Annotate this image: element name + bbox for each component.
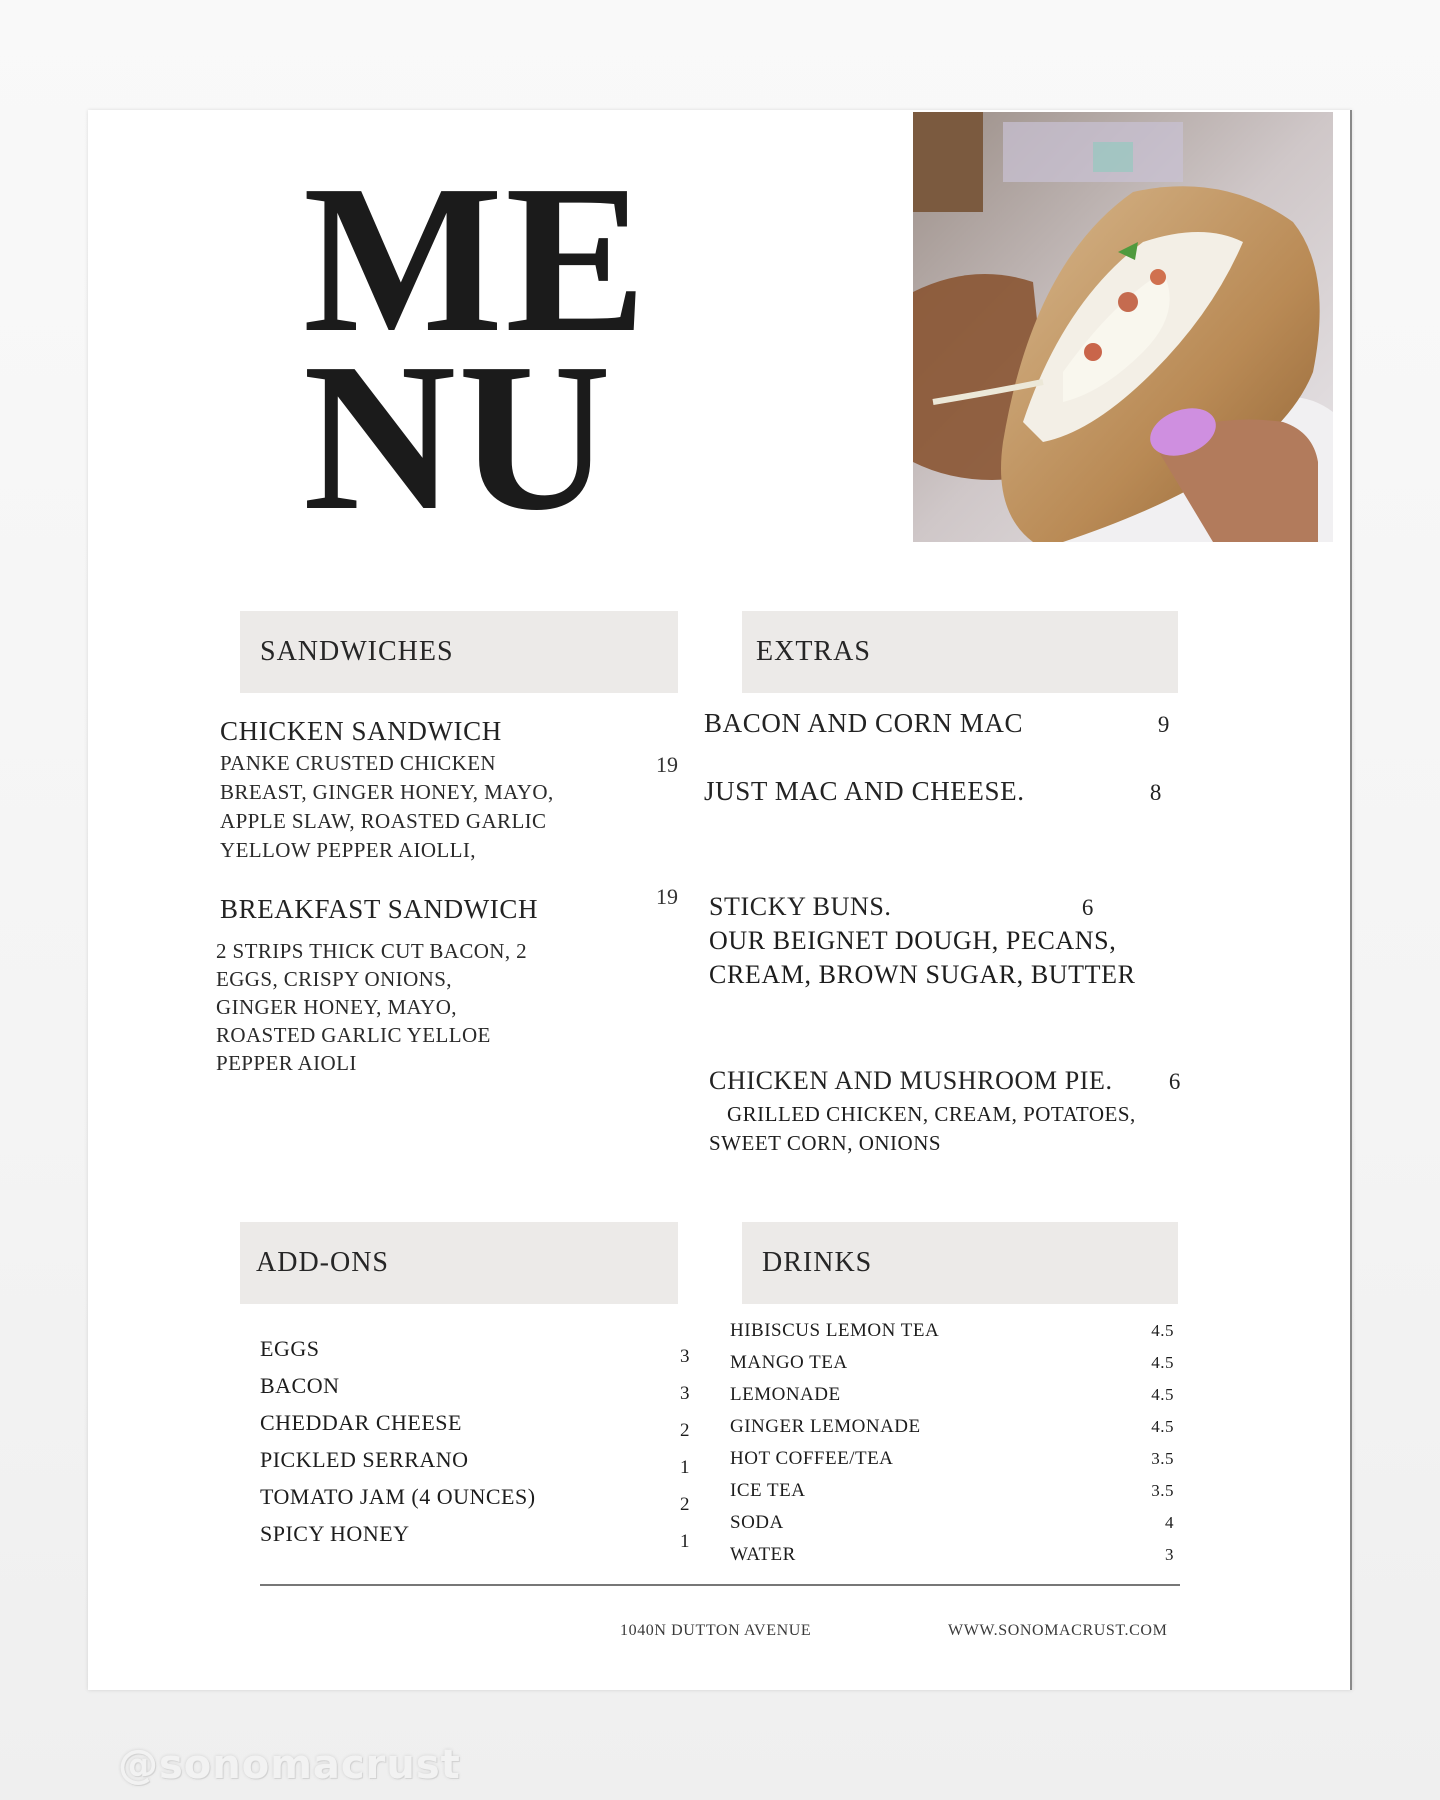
breakfast-sandwich	[216, 894, 690, 1077]
menu-title	[303, 141, 683, 555]
item-price: 4.5	[1151, 1385, 1174, 1404]
drinks-list	[730, 1320, 1174, 1576]
list-item	[730, 1480, 1174, 1512]
list-item	[260, 1373, 690, 1410]
item-name: WATER	[730, 1544, 796, 1565]
item-name: BACON AND CORN MAC	[704, 708, 1024, 738]
footer-divider	[260, 1584, 1180, 1586]
item-name: MANGO TEA	[730, 1352, 848, 1373]
item-price: 3	[1165, 1545, 1174, 1564]
desc-line: GRILLED CHICKEN, CREAM, POTATOES,	[727, 1102, 1136, 1126]
addons-header-label: ADD-ONS	[256, 1247, 389, 1278]
breakfast-sandwich-desc	[216, 937, 690, 1077]
item-price: 3.5	[1151, 1449, 1174, 1468]
list-item	[260, 1410, 690, 1447]
sticky-buns-desc	[709, 924, 1176, 992]
chicken-sandwich-name: CHICKEN SANDWICH	[220, 716, 502, 746]
desc-line: APPLE SLAW, ROASTED GARLIC	[220, 809, 547, 833]
item-price: 9	[1157, 712, 1170, 737]
list-item	[730, 1320, 1174, 1352]
desc-line: YELLOW PEPPER AIOLLI,	[220, 838, 476, 862]
desc-line: GINGER HONEY, MAYO,	[216, 995, 457, 1019]
item-price: 3	[680, 1346, 690, 1367]
item-price: 6	[1168, 1069, 1181, 1094]
extras-item-sticky-buns	[709, 892, 1176, 992]
item-price: 6	[1081, 895, 1094, 920]
list-item	[260, 1484, 690, 1521]
chicken-sandwich-price: 19	[656, 752, 678, 777]
desc-line: CREAM, BROWN SUGAR, BUTTER	[709, 960, 1136, 989]
addons-header	[240, 1222, 678, 1304]
list-item	[260, 1521, 690, 1558]
item-name: HOT COFFEE/TEA	[730, 1448, 894, 1469]
desc-line: ROASTED GARLIC YELLOE	[216, 1023, 491, 1047]
item-name: TOMATO JAM (4 OUNCES)	[260, 1484, 536, 1509]
item-name: BACON	[260, 1373, 340, 1398]
extras-item-chicken-pie	[709, 1066, 1181, 1158]
item-name: CHEDDAR CHEESE	[260, 1410, 462, 1435]
item-name: HIBISCUS LEMON TEA	[730, 1320, 940, 1341]
menu-title-line-2: NU	[303, 319, 614, 555]
item-name: ICE TEA	[730, 1480, 806, 1501]
chicken-sandwich-desc	[220, 749, 690, 865]
desc-line: 2 STRIPS THICK CUT BACON, 2	[216, 939, 528, 963]
list-item	[730, 1352, 1174, 1384]
item-price: 2	[680, 1494, 690, 1515]
item-price: 4.5	[1151, 1321, 1174, 1340]
addons-list	[260, 1336, 690, 1558]
list-item	[730, 1448, 1174, 1480]
item-name: STICKY BUNS.	[709, 892, 892, 921]
extras-list	[704, 708, 1176, 807]
item-price: 1	[680, 1457, 690, 1478]
item-name: GINGER LEMONADE	[730, 1416, 921, 1437]
desc-line: BREAST, GINGER HONEY, MAYO,	[220, 780, 554, 804]
item-price: 2	[680, 1420, 690, 1441]
sandwiches-header-label: SANDWICHES	[260, 636, 454, 667]
menu-page	[88, 110, 1352, 1690]
item-name: CHICKEN AND MUSHROOM PIE.	[709, 1066, 1113, 1095]
extras-item-bacon-corn-mac	[704, 708, 1176, 739]
item-price: 4	[1165, 1513, 1174, 1532]
desc-line: SWEET CORN, ONIONS	[709, 1131, 942, 1155]
list-item	[730, 1544, 1174, 1576]
item-price: 8	[1149, 780, 1162, 805]
extras-header	[742, 611, 1178, 693]
extras-header-label: EXTRAS	[756, 636, 871, 667]
item-price: 4.5	[1151, 1353, 1174, 1372]
sandwiches-header	[240, 611, 678, 693]
menu-title-line-1: ME	[303, 141, 649, 376]
footer-address: 1040N DUTTON AVENUE	[620, 1622, 812, 1639]
list-item	[260, 1336, 690, 1373]
breakfast-sandwich-price: 19	[656, 884, 678, 909]
item-price: 4.5	[1151, 1417, 1174, 1436]
desc-line: EGGS, CRISPY ONIONS,	[216, 967, 452, 991]
item-price: 3	[680, 1383, 690, 1404]
instagram-watermark: @sonomacrust	[118, 1742, 461, 1788]
extras-item-mac-cheese	[704, 776, 1176, 807]
list-item	[730, 1512, 1174, 1544]
item-name: JUST MAC AND CHEESE.	[704, 776, 1025, 806]
desc-line: PEPPER AIOLI	[216, 1051, 357, 1075]
item-name: PICKLED SERRANO	[260, 1447, 469, 1472]
breakfast-sandwich-name: BREAKFAST SANDWICH	[220, 894, 539, 924]
item-name: LEMONADE	[730, 1384, 841, 1405]
footer-website: WWW.SONOMACRUST.COM	[948, 1622, 1168, 1639]
item-price: 3.5	[1151, 1481, 1174, 1500]
chicken-pie-desc	[709, 1100, 1181, 1158]
chicken-sandwich-photo	[913, 112, 1333, 542]
desc-line: PANKE CRUSTED CHICKEN	[220, 751, 496, 775]
drinks-header-label: DRINKS	[762, 1247, 873, 1278]
list-item	[730, 1384, 1174, 1416]
item-price: 1	[680, 1531, 690, 1552]
drinks-header	[742, 1222, 1178, 1304]
sandwiches-list	[220, 716, 690, 865]
item-name: SODA	[730, 1512, 784, 1533]
list-item	[260, 1447, 690, 1484]
item-name: SPICY HONEY	[260, 1521, 410, 1546]
desc-line: OUR BEIGNET DOUGH, PECANS,	[709, 926, 1117, 955]
item-name: EGGS	[260, 1336, 320, 1361]
list-item	[730, 1416, 1174, 1448]
